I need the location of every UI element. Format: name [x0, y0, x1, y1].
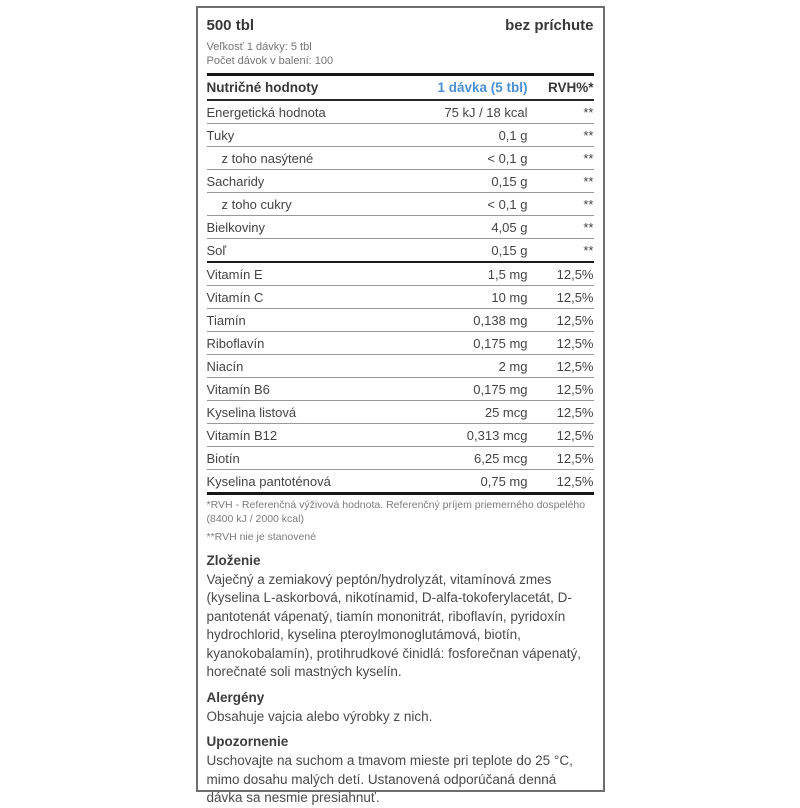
- cell-value: 0,15 g: [378, 239, 528, 263]
- cell-value: 0,175 mg: [378, 332, 528, 355]
- nutrition-table-body: [207, 100, 594, 494]
- cell-name: Bielkoviny: [207, 216, 378, 239]
- cell-value: 25 mcg: [378, 401, 528, 424]
- cell-rvh: 12,5%: [528, 401, 594, 424]
- cell-rvh: 12,5%: [528, 332, 594, 355]
- section-allergens: [207, 689, 594, 727]
- allergens-text: Obsahuje vajcia alebo výrobky z nich.: [206, 708, 433, 724]
- cell-name: Riboflavín: [207, 332, 378, 355]
- section-warning: [207, 733, 594, 808]
- table-row: [207, 309, 594, 332]
- product-count: 500 tbl: [206, 17, 255, 34]
- allergens-heading: Alergény: [206, 689, 265, 705]
- cell-name: Vitamín E: [207, 262, 378, 286]
- cell-name: Sacharidy: [207, 170, 378, 193]
- cell-name: Niacín: [207, 355, 378, 378]
- cell-name: Biotín: [207, 447, 378, 470]
- warning-heading: Upozornenie: [206, 734, 289, 749]
- cell-name: z toho nasýtené: [207, 147, 378, 170]
- table-row: [207, 401, 594, 424]
- cell-name: Kyselina listová: [207, 401, 378, 424]
- cell-rvh: **: [583, 104, 594, 120]
- cell-value: 0,1 g: [378, 124, 528, 147]
- ingredients-text: Vaječný a zemiakový peptón/hydrolyzát, vitamínová zmes (kyselina L-askorbová, nikotínamid, D-alfa-tokoferylacetát, D-pantotenát vápenatý, tiamín mononitrát, riboflavín, pyridoxín hydrochlorid, kyselina pteroylmonoglutámová, biotín, kyanokobalamín), protihrudkové činidlá: fosforečnan vápenatý, horečnaté soli mastných kyselín.: [206, 571, 581, 679]
- cell-rvh: 12,5%: [528, 424, 594, 447]
- cell-name: Energetická hodnota: [206, 104, 326, 120]
- cell-value: 0,75 mg: [378, 470, 528, 494]
- footnote-rvh-not-set: **RVH nie je stanovené: [206, 531, 317, 543]
- cell-value: 0,313 mcg: [378, 424, 528, 447]
- cell-name: Soľ: [207, 239, 378, 263]
- cell-rvh: **: [528, 170, 594, 193]
- cell-value: < 0,1 g: [378, 193, 528, 216]
- table-row: [207, 262, 594, 286]
- product-flavor: bez príchute: [505, 17, 594, 34]
- table-row: [207, 332, 594, 355]
- table-header-serving: 1 dávka (5 tbl): [378, 76, 528, 100]
- table-row: [207, 124, 594, 147]
- cell-value: 1,5 mg: [378, 262, 528, 286]
- table-row: [207, 286, 594, 309]
- table-header-row: [207, 76, 594, 100]
- table-header-rvh: RVH%*: [528, 76, 594, 100]
- label-header: [207, 8, 594, 76]
- table-row: [207, 170, 594, 193]
- cell-rvh: 12,5%: [528, 447, 594, 470]
- table-row: [207, 424, 594, 447]
- table-row: [207, 193, 594, 216]
- cell-rvh: **: [528, 124, 594, 147]
- ingredients-heading: Zloženie: [206, 552, 261, 568]
- cell-rvh: **: [528, 193, 594, 216]
- cell-rvh: **: [528, 147, 594, 170]
- cell-name: Vitamín B12: [207, 424, 378, 447]
- table-header-name: Nutričné hodnoty: [207, 76, 378, 100]
- cell-value: 10 mg: [378, 286, 528, 309]
- table-row: [207, 355, 594, 378]
- brand-row: [207, 17, 594, 35]
- cell-rvh: 12,5%: [528, 309, 594, 332]
- cell-rvh: 12,5%: [528, 355, 594, 378]
- nutrition-label: [196, 6, 605, 805]
- cell-value: 75 kJ / 18 kcal: [444, 104, 528, 120]
- table-row: [207, 470, 594, 494]
- cell-rvh: 12,5%: [528, 262, 594, 286]
- cell-value: 4,05 g: [378, 216, 528, 239]
- cell-value: 0,15 g: [378, 170, 528, 193]
- cell-name: Tiamín: [207, 309, 378, 332]
- cell-rvh: 12,5%: [528, 378, 594, 401]
- footnotes: [207, 499, 594, 545]
- cell-name: Kyselina pantoténová: [207, 470, 378, 494]
- cell-value: < 0,1 g: [378, 147, 528, 170]
- table-row: [207, 378, 594, 401]
- table-row: [207, 216, 594, 239]
- cell-value: 2 mg: [378, 355, 528, 378]
- cell-rvh: **: [528, 239, 594, 263]
- cell-value: 0,175 mg: [378, 378, 528, 401]
- cell-name: Vitamín B6: [207, 378, 378, 401]
- table-row: [207, 100, 594, 124]
- cell-name: Vitamín C: [207, 286, 378, 309]
- servings-per-pack: Počet dávok v balení: 100: [206, 55, 334, 67]
- cell-rvh: 12,5%: [528, 470, 594, 494]
- table-row: [207, 239, 594, 263]
- nutrition-table-head: [207, 76, 594, 100]
- cell-rvh: **: [528, 216, 594, 239]
- serving-size: Veľkosť 1 dávky: 5 tbl: [206, 41, 312, 53]
- cell-name: Tuky: [207, 124, 378, 147]
- section-ingredients: [207, 552, 594, 682]
- table-row: [207, 147, 594, 170]
- cell-name: z toho cukry: [207, 193, 378, 216]
- warning-text: Uschovajte na suchom a tmavom mieste pri teplote do 25 °C, mimo dosahu malých detí. Ustanovená odporúčaná denná dávka sa nesmie presiahnuť.: [206, 753, 573, 805]
- cell-value: 0,138 mg: [378, 309, 528, 332]
- table-row: [207, 447, 594, 470]
- footnote-rvh-definition: *RVH - Referenčná výživová hodnota. Referenčný príjem priemerného dospelého (8400 kJ / 2000 kcal): [206, 499, 586, 525]
- cell-value: 6,25 mcg: [378, 447, 528, 470]
- cell-rvh: 12,5%: [528, 286, 594, 309]
- nutrition-table: [207, 76, 594, 495]
